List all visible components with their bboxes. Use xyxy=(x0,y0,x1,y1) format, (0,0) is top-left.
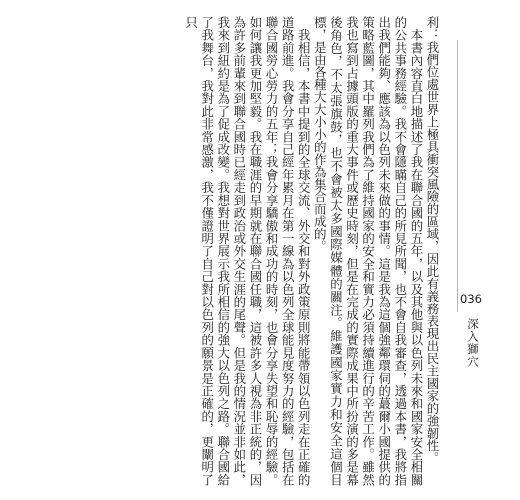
paragraph-3: 我相信，本書中提到的全球交流、外交和對外政策原則將能帶領以色列走在正確的道路前進。我會分享自己經年累月在第一線為以色列全球能見度努力的經驗，包括在聯合國勞心勞力的五年；我會分享驕傲和成功的時刻，也會分享失望和恥辱的經驗。如何讓我更加堅毅。我在職涯的早期就在聯合國任職，這被許多人視為非正統的，因為許多前輩來到聯合國時已經走到政治或外交生涯的尾聲。但是我的情況並非如此，我來到紐約是為了促成改變。我想對世界展示我所相信的強大以色列之路。聯合國給了我舞台，我對此非常感激，我不僅證明了自己對以色列的願景是正確的，更闡明了只 xyxy=(183,16,312,486)
margin-divider-line xyxy=(457,40,458,312)
paragraph-1: 利：我們位處世界上極具衝突風險的區域，因此有義務表現出民主國家的強韌性。 xyxy=(425,16,440,465)
body-text xyxy=(100,16,440,486)
paragraph-2: 本書內容直白地描述了我在聯合國的五年，以及其他與以色列未來和國家安全相關的公共事務經驗。我不會隱瞞自己的所見所聞，也不會自我審查，透過本書，我將指出我們能夠、應該為以色列未來做的事情。這是我為這個強鄰環伺的蕞爾小國提供的策略藍圖，其中羅列我們為了維持國家的安全和實力必須持續進行的辛苦工作。雖然我也寫到占據頭版的重大事件或歷史時刻，但是在完成的實際成果中所扮演的多是幕後角色，不太張旗鼓，也不會被太多國際媒體的關注。維護國家實力和安全這個目標，是由各種大大小小的作為集合而成的。 xyxy=(312,16,424,486)
page-number: 036 xyxy=(460,292,482,306)
running-head: 深入獅穴 xyxy=(466,318,480,368)
